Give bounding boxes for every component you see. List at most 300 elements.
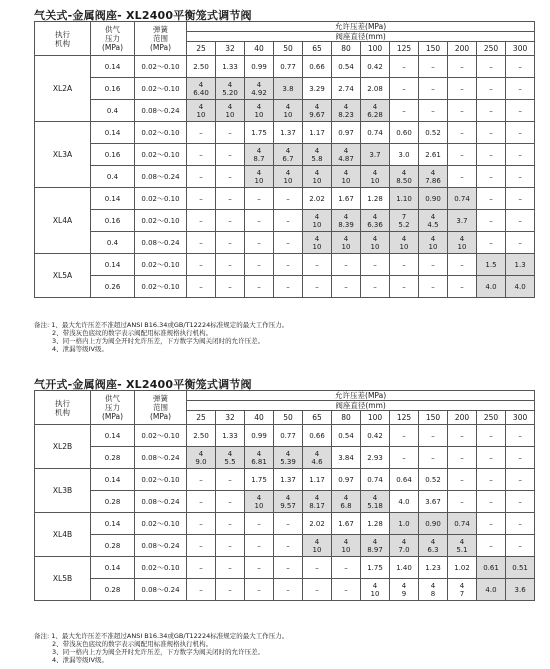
open-pressure: 4: [285, 146, 291, 155]
header-line: 弹簧: [153, 394, 168, 403]
open-pressure: 4: [285, 102, 291, 111]
close-pressure: 5.39: [280, 457, 296, 466]
pressure-cell: 0.66: [303, 56, 332, 78]
close-pressure: 8.50: [396, 176, 412, 185]
header-diameter: 80: [332, 411, 361, 425]
pressure-cell: –: [245, 188, 274, 210]
open-pressure: 4: [459, 581, 465, 590]
header-diameter: 200: [448, 42, 477, 56]
header-spring-range: [135, 391, 187, 425]
pressure-cell: 0.97: [332, 122, 361, 144]
close-pressure: 10: [370, 589, 380, 598]
open-pressure: 4: [285, 493, 291, 502]
open-pressure: 4: [314, 449, 320, 458]
pressure-cell: 1.75: [245, 122, 274, 144]
header-line: (MPa): [149, 412, 172, 421]
header-line: 压力: [105, 403, 120, 412]
header-actuator: [35, 22, 91, 56]
pressure-cell: –: [477, 78, 506, 100]
table-row: [35, 447, 535, 469]
pressure-cell: –: [506, 144, 535, 166]
actuator-model: XL3B: [35, 469, 91, 513]
spring-range-cell: 0.02～0.10: [135, 469, 187, 491]
close-pressure: 10: [457, 242, 467, 251]
header-diameter: 150: [419, 411, 448, 425]
pressure-cell: 1.33: [216, 56, 245, 78]
pressure-cell: 3.0: [390, 144, 419, 166]
pressure-cell: [448, 579, 477, 601]
pressure-cell: –: [477, 122, 506, 144]
pressure-cell: –: [187, 188, 216, 210]
spring-range-cell: 0.08～0.24: [135, 579, 187, 601]
close-pressure: 7: [459, 589, 465, 598]
actuator-model: XL3A: [35, 122, 91, 188]
pressure-cell: –: [361, 254, 390, 276]
pressure-cell: [390, 535, 419, 557]
pressure-cell: –: [390, 254, 419, 276]
open-pressure: 4: [314, 212, 320, 221]
pressure-cell: [332, 535, 361, 557]
pressure-cell: –: [216, 144, 245, 166]
pressure-cell: 3.6: [506, 579, 535, 601]
close-pressure: 8.17: [309, 501, 325, 510]
open-pressure: 4: [343, 234, 349, 243]
open-pressure: 4: [227, 449, 233, 458]
pressure-cell: –: [477, 166, 506, 188]
pressure-cell: 0.52: [419, 122, 448, 144]
pressure-cell: [274, 491, 303, 513]
pressure-cell: 3.8: [274, 78, 303, 100]
pressure-cell: –: [448, 144, 477, 166]
pressure-cell: –: [216, 188, 245, 210]
open-pressure: 4: [198, 449, 204, 458]
spring-range-cell: 0.02～0.10: [135, 210, 187, 232]
pressure-cell: 1.37: [274, 469, 303, 491]
pressure-cell: –: [216, 535, 245, 557]
close-pressure: 8: [430, 589, 436, 598]
pressure-cell: [245, 144, 274, 166]
pressure-cell: –: [187, 276, 216, 298]
note-line: 备注: 1、最大允许压差不准超过ANSI B16.34或GB/T12224标准规定的最大工作压力。: [34, 632, 289, 640]
header-diameter: 25: [187, 42, 216, 56]
open-pressure: 4: [256, 102, 262, 111]
table-row: [35, 276, 535, 298]
pressure-cell: 0.99: [245, 56, 274, 78]
actuator-model: XL4A: [35, 188, 91, 254]
close-pressure: 10: [399, 242, 409, 251]
close-pressure: 6.7: [282, 154, 294, 163]
pressure-cell: –: [332, 276, 361, 298]
close-pressure: 6.8: [340, 501, 352, 510]
pressure-cell: 3.29: [303, 78, 332, 100]
close-pressure: 10: [254, 501, 264, 510]
pressure-cell: 0.99: [245, 425, 274, 447]
pressure-cell: –: [303, 254, 332, 276]
pressure-cell: –: [245, 579, 274, 601]
header-diameter: 32: [216, 42, 245, 56]
pressure-cell: –: [477, 513, 506, 535]
pressure-cell: 2.61: [419, 144, 448, 166]
pressure-cell: –: [187, 144, 216, 166]
close-pressure: 8.97: [367, 545, 383, 554]
pressure-cell: 0.42: [361, 56, 390, 78]
pressure-cell: 0.97: [332, 469, 361, 491]
pressure-cell: 1.75: [245, 469, 274, 491]
header-line: 范围: [153, 403, 168, 412]
close-pressure: 10: [370, 242, 380, 251]
pressure-cell: –: [477, 232, 506, 254]
pressure-cell: [332, 144, 361, 166]
pressure-cell: 2.08: [361, 78, 390, 100]
pressure-cell: –: [245, 535, 274, 557]
pressure-cell: [419, 232, 448, 254]
supply-pressure-cell: 0.14: [91, 122, 135, 144]
pressure-cell: 4.0: [477, 276, 506, 298]
pressure-cell: –: [187, 513, 216, 535]
supply-pressure-cell: 0.14: [91, 254, 135, 276]
pressure-cell: –: [419, 56, 448, 78]
pressure-cell: –: [477, 188, 506, 210]
spring-range-cell: 0.02～0.10: [135, 56, 187, 78]
pressure-cell: –: [390, 78, 419, 100]
pressure-cell: –: [216, 276, 245, 298]
pressure-cell: 0.90: [419, 188, 448, 210]
open-pressure: 4: [430, 581, 436, 590]
pressure-cell: 3.7: [361, 144, 390, 166]
actuator-model: XL2A: [35, 56, 91, 122]
pressure-cell: –: [506, 122, 535, 144]
close-pressure: 10: [312, 220, 322, 229]
pressure-cell: [419, 210, 448, 232]
pressure-cell: –: [216, 254, 245, 276]
pressure-cell: [390, 210, 419, 232]
header-line: 范围: [153, 34, 168, 43]
pressure-cell: [303, 232, 332, 254]
pressure-cell: –: [506, 447, 535, 469]
pressure-cell: –: [274, 210, 303, 232]
pressure-cell: [361, 579, 390, 601]
pressure-cell: [187, 100, 216, 122]
pressure-cell: –: [187, 557, 216, 579]
pressure-cell: 3.67: [419, 491, 448, 513]
pressure-cell: –: [390, 447, 419, 469]
pressure-cell: 2.93: [361, 447, 390, 469]
open-pressure: 4: [227, 102, 233, 111]
pressure-cell: 0.74: [361, 122, 390, 144]
pressure-cell: 4.0: [477, 579, 506, 601]
pressure-cell: [245, 166, 274, 188]
pressure-cell: [303, 100, 332, 122]
pressure-cell: [303, 491, 332, 513]
pressure-cell: [245, 78, 274, 100]
pressure-cell: –: [419, 254, 448, 276]
pressure-cell: 2.50: [187, 56, 216, 78]
close-pressure: 5.1: [456, 545, 468, 554]
header-diameter: 50: [274, 411, 303, 425]
supply-pressure-cell: 0.16: [91, 78, 135, 100]
table-row: [35, 491, 535, 513]
open-pressure: 4: [343, 212, 349, 221]
open-pressure: 4: [430, 212, 436, 221]
pressure-cell: 3.84: [332, 447, 361, 469]
open-pressure: 4: [372, 168, 378, 177]
table-row: [35, 469, 535, 491]
header-diameter: 100: [361, 411, 390, 425]
pressure-cell: 2.74: [332, 78, 361, 100]
close-pressure: 5.5: [224, 457, 236, 466]
close-pressure: 7.0: [398, 545, 410, 554]
open-pressure: 4: [227, 80, 233, 89]
section-title: 气开式-金属阀座- XL2400平衡笼式调节阀: [34, 378, 252, 391]
supply-pressure-cell: 0.28: [91, 579, 135, 601]
pressure-cell: –: [448, 122, 477, 144]
pressure-cell: –: [332, 579, 361, 601]
pressure-cell: –: [274, 232, 303, 254]
pressure-cell: [332, 100, 361, 122]
pressure-cell: [332, 210, 361, 232]
pressure-cell: [245, 491, 274, 513]
header-diameter: 25: [187, 411, 216, 425]
close-pressure: 9.67: [309, 110, 325, 119]
pressure-cell: 1.28: [361, 513, 390, 535]
pressure-cell: [419, 166, 448, 188]
pressure-cell: –: [477, 210, 506, 232]
pressure-cell: –: [477, 100, 506, 122]
pressure-cell: –: [216, 491, 245, 513]
pressure-cell: –: [506, 56, 535, 78]
note-line: 4、泄漏等级IV级。: [52, 656, 108, 664]
notes-block: [34, 632, 288, 664]
header-actuator: [35, 391, 91, 425]
pressure-cell: –: [448, 56, 477, 78]
open-pressure: 4: [372, 537, 378, 546]
header-diameter: 150: [419, 42, 448, 56]
pressure-cell: –: [390, 425, 419, 447]
header-diameter: 100: [361, 42, 390, 56]
pressure-cell: [361, 210, 390, 232]
header-seat-diameter: 阀座直径(mm): [187, 401, 535, 411]
pressure-cell: 0.54: [332, 56, 361, 78]
open-pressure: 4: [372, 212, 378, 221]
pressure-cell: –: [506, 188, 535, 210]
open-pressure: 4: [343, 537, 349, 546]
pressure-cell: –: [477, 469, 506, 491]
note-line: 2、带浅灰色底纹的数字表示阀配用标准规格执行机构。: [52, 329, 213, 337]
pressure-cell: –: [390, 100, 419, 122]
pressure-cell: –: [448, 254, 477, 276]
table-row: [35, 579, 535, 601]
pressure-cell: –: [477, 491, 506, 513]
supply-pressure-cell: 0.16: [91, 144, 135, 166]
open-pressure: 4: [401, 234, 407, 243]
header-seat-diameter: 阀座直径(mm): [187, 32, 535, 42]
pressure-cell: –: [216, 513, 245, 535]
pressure-cell: –: [216, 232, 245, 254]
pressure-cell: –: [506, 232, 535, 254]
open-pressure: 4: [343, 102, 349, 111]
pressure-cell: [419, 535, 448, 557]
pressure-cell: –: [390, 276, 419, 298]
open-pressure: 4: [430, 537, 436, 546]
header-diameter: 200: [448, 411, 477, 425]
open-pressure: 4: [372, 581, 378, 590]
pressure-cell: 2.02: [303, 188, 332, 210]
pressure-cell: –: [303, 557, 332, 579]
pressure-cell: [303, 144, 332, 166]
table-row: [35, 425, 535, 447]
pressure-cell: –: [303, 579, 332, 601]
spec-table-air-to-open: [34, 390, 535, 601]
pressure-cell: –: [245, 232, 274, 254]
pressure-cell: –: [187, 579, 216, 601]
pressure-cell: [332, 232, 361, 254]
note-line: 3、同一格内上方为阀全开时允许压差，下方数字为阀关闭时的允许压差。: [52, 648, 265, 656]
pressure-cell: [390, 166, 419, 188]
spring-range-cell: 0.08～0.24: [135, 447, 187, 469]
header-supply-pressure: [91, 391, 135, 425]
header-line: 执行: [55, 29, 70, 39]
close-pressure: 10: [341, 545, 351, 554]
pressure-cell: [448, 232, 477, 254]
header-diameter: 125: [390, 411, 419, 425]
open-pressure: 4: [401, 537, 407, 546]
close-pressure: 10: [312, 242, 322, 251]
header-allowable-pressure: 允许压差(MPa): [187, 391, 535, 401]
open-pressure: 4: [285, 449, 291, 458]
pressure-cell: –: [448, 100, 477, 122]
pressure-cell: 2.02: [303, 513, 332, 535]
pressure-cell: 2.50: [187, 425, 216, 447]
pressure-cell: [390, 232, 419, 254]
header-line: 机构: [55, 38, 70, 48]
spring-range-cell: 0.02～0.10: [135, 188, 187, 210]
spring-range-cell: 0.08～0.24: [135, 100, 187, 122]
pressure-cell: [303, 166, 332, 188]
pressure-cell: –: [506, 425, 535, 447]
note-line: 2、带浅灰色底纹的数字表示阀配用标准规格执行机构。: [52, 640, 213, 648]
notes-block: [34, 321, 288, 353]
pressure-cell: –: [506, 210, 535, 232]
pressure-cell: –: [477, 447, 506, 469]
pressure-cell: 1.37: [274, 122, 303, 144]
pressure-cell: –: [477, 425, 506, 447]
pressure-cell: –: [506, 513, 535, 535]
pressure-cell: 0.74: [361, 469, 390, 491]
open-pressure: 4: [459, 537, 465, 546]
header-line: (MPa): [101, 412, 124, 421]
note-line: 4、泄漏等级IV级。: [52, 345, 108, 353]
open-pressure: 4: [256, 493, 262, 502]
close-pressure: 7.86: [425, 176, 441, 185]
pressure-cell: –: [274, 513, 303, 535]
open-pressure: 4: [459, 234, 465, 243]
header-line: 机构: [55, 407, 70, 417]
pressure-cell: 0.61: [477, 557, 506, 579]
close-pressure: 10: [196, 110, 206, 119]
pressure-cell: 0.66: [303, 425, 332, 447]
open-pressure: 4: [343, 146, 349, 155]
pressure-cell: –: [448, 166, 477, 188]
header-supply-pressure: [91, 22, 135, 56]
header-diameter: 300: [506, 411, 535, 425]
header-diameter: 80: [332, 42, 361, 56]
pressure-cell: –: [448, 78, 477, 100]
pressure-cell: 1.02: [448, 557, 477, 579]
pressure-cell: –: [477, 535, 506, 557]
pressure-cell: [303, 210, 332, 232]
pressure-cell: –: [245, 210, 274, 232]
close-pressure: 6.40: [193, 88, 209, 97]
close-pressure: 10: [254, 110, 264, 119]
close-pressure: 10: [341, 242, 351, 251]
actuator-model: XL5A: [35, 254, 91, 298]
header-line: (MPa): [149, 43, 172, 52]
header-diameter: 40: [245, 42, 274, 56]
close-pressure: 5.20: [222, 88, 238, 97]
pressure-cell: 0.64: [390, 469, 419, 491]
header-line: 压力: [105, 34, 120, 43]
open-pressure: 4: [401, 581, 407, 590]
table-row: [35, 557, 535, 579]
close-pressure: 5.2: [398, 220, 410, 229]
supply-pressure-cell: 0.28: [91, 491, 135, 513]
close-pressure: 10: [428, 242, 438, 251]
pressure-cell: –: [448, 469, 477, 491]
pressure-cell: –: [506, 491, 535, 513]
pressure-cell: –: [506, 78, 535, 100]
spring-range-cell: 0.02～0.10: [135, 276, 187, 298]
header-diameter: 32: [216, 411, 245, 425]
close-pressure: 10: [370, 176, 380, 185]
close-pressure: 10: [283, 110, 293, 119]
pressure-cell: 0.54: [332, 425, 361, 447]
close-pressure: 8.23: [338, 110, 354, 119]
pressure-cell: –: [448, 425, 477, 447]
close-pressure: 10: [312, 176, 322, 185]
header-line: (MPa): [101, 43, 124, 52]
header-line: 供气: [105, 25, 120, 34]
pressure-cell: 1.40: [390, 557, 419, 579]
table-row: [35, 100, 535, 122]
open-pressure: 4: [256, 449, 262, 458]
open-pressure: 4: [314, 537, 320, 546]
supply-pressure-cell: 0.28: [91, 447, 135, 469]
pressure-cell: –: [506, 535, 535, 557]
pressure-cell: 1.17: [303, 122, 332, 144]
close-pressure: 8.39: [338, 220, 354, 229]
table-row: [35, 78, 535, 100]
pressure-cell: –: [187, 535, 216, 557]
pressure-cell: –: [274, 276, 303, 298]
pressure-cell: [303, 535, 332, 557]
pressure-cell: –: [245, 557, 274, 579]
pressure-cell: [245, 100, 274, 122]
header-line: 弹簧: [153, 25, 168, 34]
pressure-cell: 4.0: [506, 276, 535, 298]
note-line: 备注: 1、最大允许压差不准超过ANSI B16.34或GB/T12224标准规定的最大工作压力。: [34, 321, 289, 329]
open-pressure: 4: [430, 234, 436, 243]
pressure-cell: [419, 579, 448, 601]
pressure-cell: –: [419, 276, 448, 298]
pressure-cell: 1.3: [506, 254, 535, 276]
open-pressure: 4: [343, 168, 349, 177]
close-pressure: 9: [401, 589, 407, 598]
close-pressure: 10: [341, 176, 351, 185]
pressure-cell: –: [274, 254, 303, 276]
supply-pressure-cell: 0.4: [91, 232, 135, 254]
table-row: [35, 122, 535, 144]
open-pressure: 7: [401, 212, 407, 221]
